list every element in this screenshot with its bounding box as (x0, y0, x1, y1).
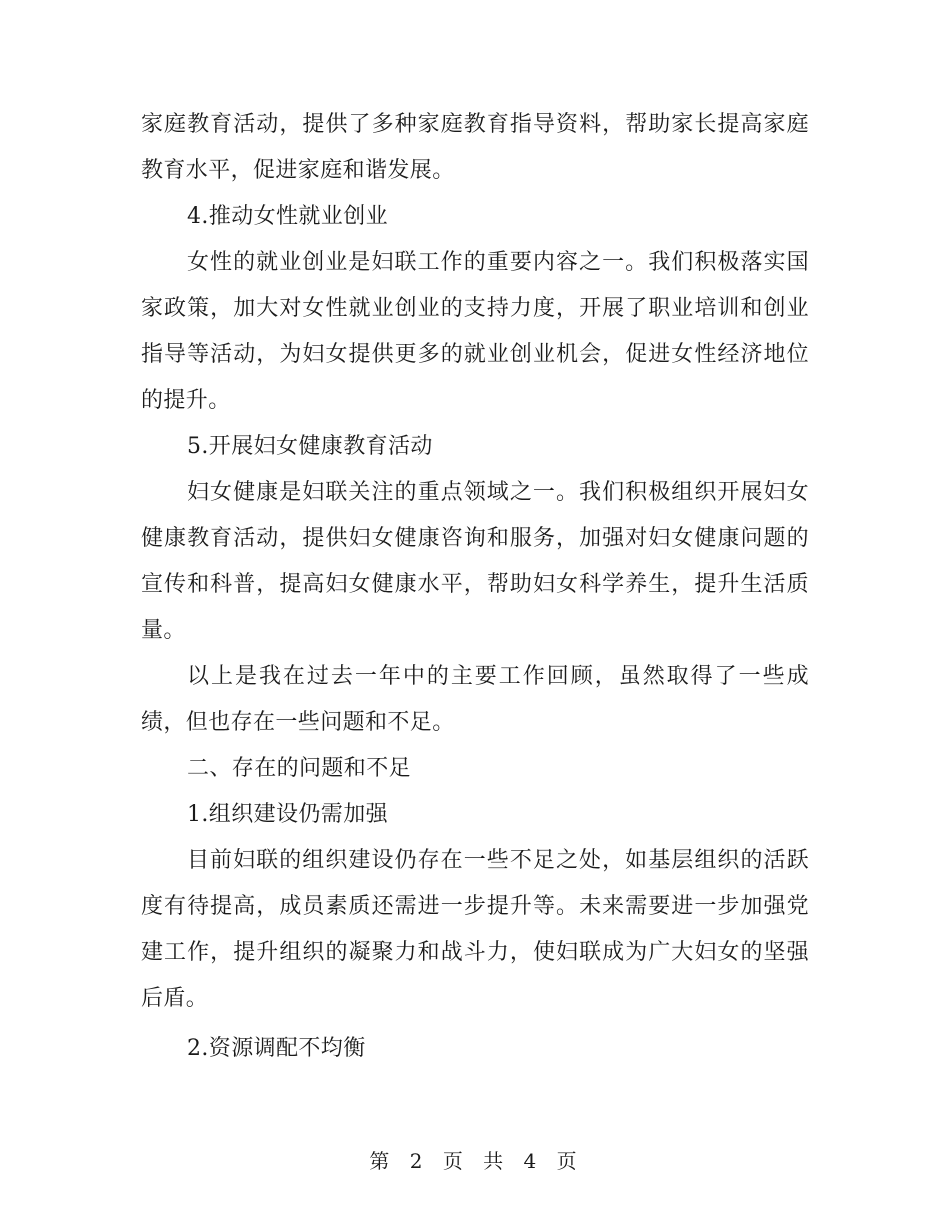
paragraph-4: 以上是我在过去一年中的主要工作回顾，虽然取得了一些成绩，但也存在一些问题和不足。 (141, 664, 809, 735)
section-heading-5: 5.开展妇女健康教育活动 (187, 434, 433, 459)
paragraph-3: 妇女健康是妇联关注的重点领域之一。我们积极组织开展妇女健康教育活动，提供妇女健康咨询和服务，加强对妇女健康问题的宣传和科普，提高妇女健康水平，帮助妇女科学养生，提升生活质量。 (141, 480, 809, 643)
subsection-heading-1: 1.组织建设仍需加强 (187, 802, 388, 827)
page-number-footer: 第 2 页 共 4 页 (369, 1149, 581, 1173)
chapter-heading-2: 二、存在的问题和不足 (187, 756, 412, 781)
paragraph-1: 家庭教育活动，提供了多种家庭教育指导资料，帮助家长提高家庭教育水平，促进家庭和谐发展。 (141, 112, 809, 183)
paragraph-2: 女性的就业创业是妇联工作的重要内容之一。我们积极落实国家政策，加大对女性就业创业的支持力度，开展了职业培训和创业指导等活动，为妇女提供更多的就业创业机会，促进女性经济地位的提升。 (141, 250, 809, 413)
section-heading-4: 4.推动女性就业创业 (187, 204, 388, 229)
document-body (141, 102, 809, 1072)
subsection-heading-2: 2.资源调配不均衡 (187, 1036, 366, 1061)
paragraph-5: 目前妇联的组织建设仍存在一些不足之处，如基层组织的活跃度有待提高，成员素质还需进一步提升等。未来需要进一步加强党建工作，提升组织的凝聚力和战斗力，使妇联成为广大妇女的坚强后盾。 (141, 848, 809, 1011)
